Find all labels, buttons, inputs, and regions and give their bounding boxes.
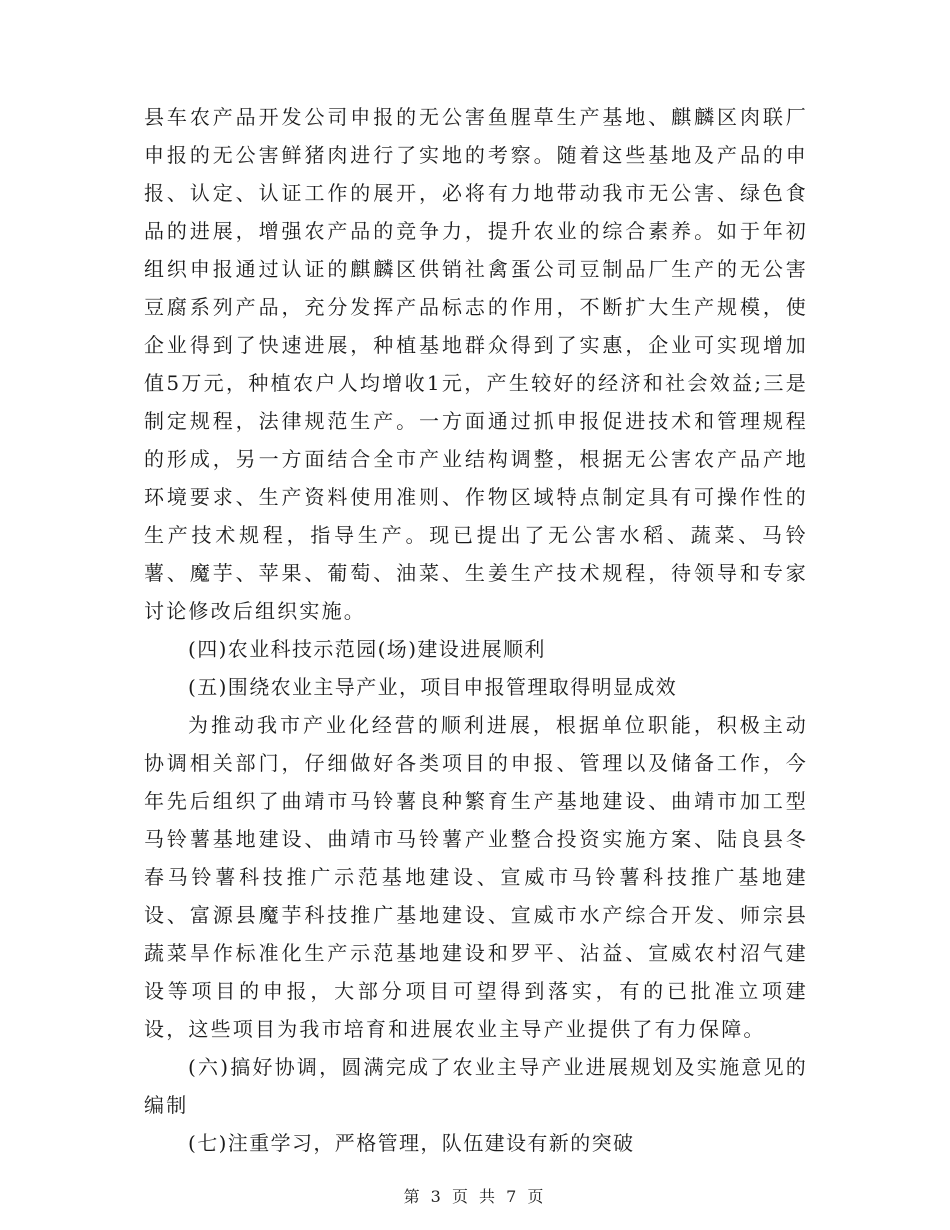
paragraph-continuation: 县车农产品开发公司申报的无公害鱼腥草生产基地、麒麟区肉联厂申报的无公害鲜猪肉进行了实地的考察。随着这些基地及产品的申报、认定、认证工作的展开，必将有力地带动我市无公害、绿色食品的进展，增强农产品的竞争力，提升农业的综合素养。如于年初组织申报通过认证的麒麟区供销社禽蛋公司豆制品厂生产的无公害豆腐系列产品，充分发挥产品标志的作用，不断扩大生产规模，使企业得到了快速进展，种植基地群众得到了实惠，企业可实现增加值5万元，种植农户人均增收1元，产生较好的经济和社会效益;三是制定规程，法律规范生产。一方面通过抓申报促进技术和管理规程的形成，另一方面结合全市产业结构调整，根据无公害农产品产地环境要求、生产资料使用准则、作物区域特点制定具有可操作性的生产技术规程，指导生产。现已提出了无公害水稻、蔬菜、马铃薯、魔芋、苹果、葡萄、油菜、生姜生产技术规程，待领导和专家讨论修改后组织实施。 (144, 105, 808, 623)
section-heading-7: (七)注重学习，严格管理，队伍建设有新的突破 (188, 1131, 635, 1155)
paragraph-projects: 为推动我市产业化经营的顺利进展，根据单位职能，积极主动协调相关部门，仔细做好各类项目的申报、管理以及储备工作，今年先后组织了曲靖市马铃薯良种繁育生产基地建设、曲靖市加工型马铃薯基地建设、曲靖市马铃薯产业整合投资实施方案、陆良县冬春马铃薯科技推广示范基地建设、宣威市马铃薯科技推广基地建设、富源县魔芋科技推广基地建设、宣威市水产综合开发、师宗县蔬菜旱作标准化生产示范基地建设和罗平、沾益、宣威农村沼气建设等项目的申报，大部分项目可望得到落实，有的已批准立项建设，这些项目为我市培育和进展农业主导产业提供了有力保障。 (144, 713, 808, 1041)
section-heading-4: (四)农业科技示范园(场)建设进展顺利 (188, 637, 546, 661)
section-heading-6: (六)搞好协调，圆满完成了农业主导产业进展规划及实施意见的编制 (144, 1055, 808, 1117)
section-heading-5: (五)围绕农业主导产业，项目申报管理取得明显成效 (188, 675, 678, 699)
page-footer: 第 3 页 共 7 页 (403, 1187, 547, 1206)
document-body (144, 98, 808, 1162)
